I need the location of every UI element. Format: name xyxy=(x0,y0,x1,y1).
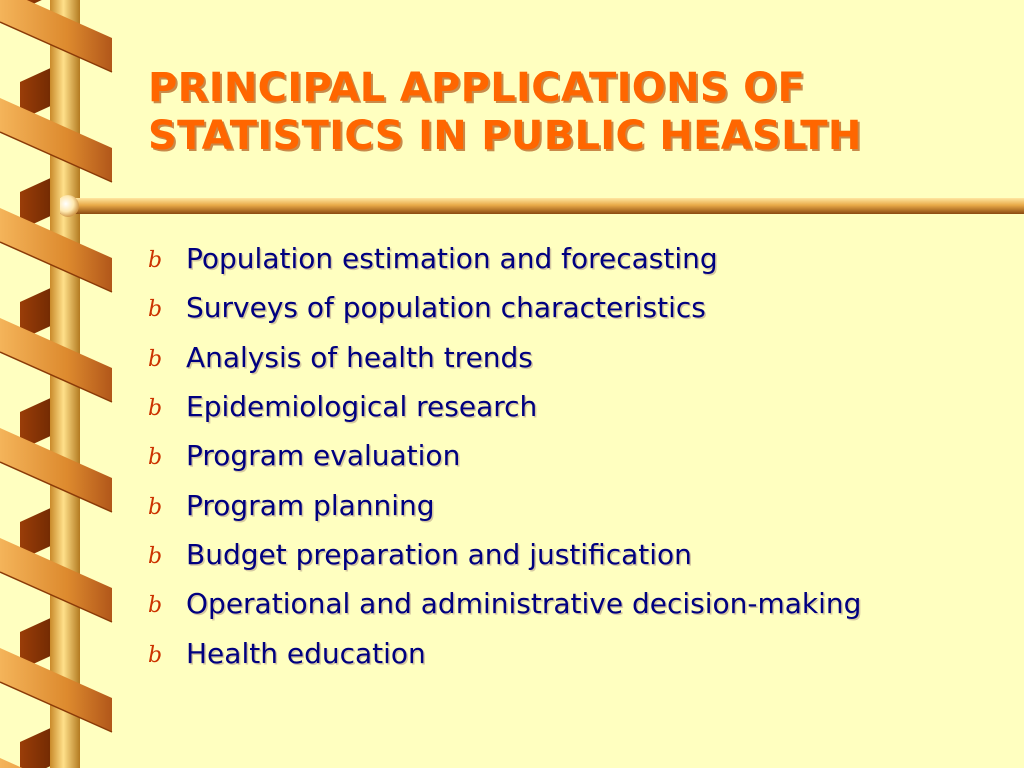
list-item-text: Analysis of health trends xyxy=(186,340,533,374)
list-item xyxy=(148,431,1008,480)
twisted-ribbon-decoration xyxy=(0,0,120,768)
list-item xyxy=(148,480,1008,529)
bullet-icon: b xyxy=(148,543,163,569)
horizontal-divider-bar xyxy=(60,194,1024,218)
list-item-text: Program planning xyxy=(186,488,435,522)
list-item-text: Operational and administrative decision-making xyxy=(186,587,862,621)
bullet-icon: b xyxy=(148,445,163,471)
list-item-text: Program evaluation xyxy=(186,439,461,473)
title-line-1: PRINCIPAL APPLICATIONS OF xyxy=(148,65,806,111)
list-item xyxy=(148,382,1008,431)
list-item-text: Health education xyxy=(186,636,426,670)
list-item-text: Surveys of population characteristics xyxy=(186,291,706,325)
list-item xyxy=(148,234,1008,283)
bullet-icon: b xyxy=(148,593,163,619)
title-line-2: STATISTICS IN PUBLIC HEASLTH xyxy=(148,113,862,159)
list-item-text: Epidemiological research xyxy=(186,390,538,424)
bullet-icon: b xyxy=(148,346,163,372)
list-item xyxy=(148,283,1008,332)
list-item-text: Budget preparation and justification xyxy=(186,537,692,571)
bullet-icon: b xyxy=(148,297,163,323)
list-item xyxy=(148,530,1008,579)
list-item xyxy=(148,579,1008,628)
bullet-icon: b xyxy=(148,396,163,422)
list-item xyxy=(148,628,1008,677)
list-item xyxy=(148,333,1008,382)
bullet-icon: b xyxy=(148,642,163,668)
list-item-text: Population estimation and forecasting xyxy=(186,242,718,276)
bullet-icon: b xyxy=(148,248,163,274)
page-title xyxy=(148,64,1008,160)
bullet-list xyxy=(148,234,1008,678)
bullet-icon: b xyxy=(148,494,163,520)
